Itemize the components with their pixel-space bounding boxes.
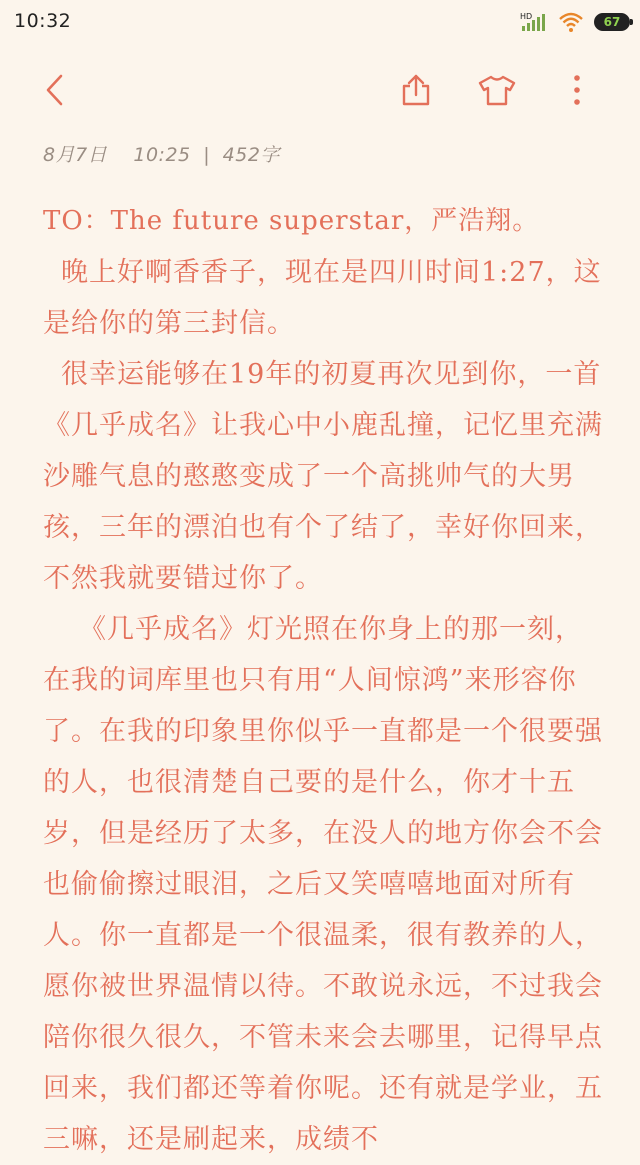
note-word-count: 452字 bbox=[222, 144, 280, 166]
tshirt-icon bbox=[478, 74, 516, 106]
note-paragraph: 晚上好啊香香子，现在是四川时间1:27，这是给你的第三封信。 bbox=[43, 257, 602, 339]
note-title-line: TO：The future superstar，严浩翔。 bbox=[43, 206, 540, 236]
note-paragraph: 《几乎成名》灯光照在你身上的那一刻，在我的词库里也只有用“人间惊鸿”来形容你了。在我的印象里你似乎一直都是一个很要强的人，也很清楚自己要的是什么，你才十五岁，但是经历了太多，在没人的地方你会不会也偷偷擦过眼泪，之后又笑嘻嘻地面对所有人。你一直都是一个很温柔，很有教养的人，愿你被世界温情以待。不敢说永远，不过我会陪你很久很久，不管未来会去哪里，记得早点回来，我们都还等着你呢。还有就是学业，五三嘛，还是刷起来，成绩不 bbox=[43, 614, 603, 1155]
note-time: 10:25 bbox=[133, 144, 191, 166]
chevron-left-icon bbox=[43, 72, 67, 108]
signal-icon bbox=[520, 11, 548, 33]
note-meta bbox=[43, 140, 280, 167]
hd-label: HD bbox=[520, 12, 533, 21]
share-upload-icon bbox=[399, 73, 433, 107]
note-date: 8月7日 bbox=[43, 144, 108, 166]
battery-icon bbox=[594, 13, 630, 31]
note-toolbar bbox=[0, 60, 640, 120]
note-body[interactable] bbox=[43, 196, 603, 1165]
status-time: 10:32 bbox=[14, 10, 72, 32]
more-button[interactable] bbox=[552, 60, 602, 120]
status-bar bbox=[0, 0, 640, 44]
share-button[interactable] bbox=[391, 60, 441, 120]
note-paragraph: 很幸运能够在19年的初夏再次见到你，一首《几乎成名》让我心中小鹿乱撞，记忆里充满沙雕气息的憨憨变成了一个高挑帅气的大男孩，三年的漂泊也有个了结了，幸好你回来，不然我就要错过你了。 bbox=[43, 359, 603, 594]
back-button[interactable] bbox=[30, 60, 80, 120]
meta-separator: | bbox=[203, 144, 211, 166]
battery-level: 67 bbox=[603, 15, 621, 29]
more-vertical-icon bbox=[572, 74, 582, 106]
status-icons bbox=[520, 6, 630, 38]
theme-button[interactable] bbox=[472, 60, 522, 120]
wifi-icon bbox=[558, 11, 584, 33]
